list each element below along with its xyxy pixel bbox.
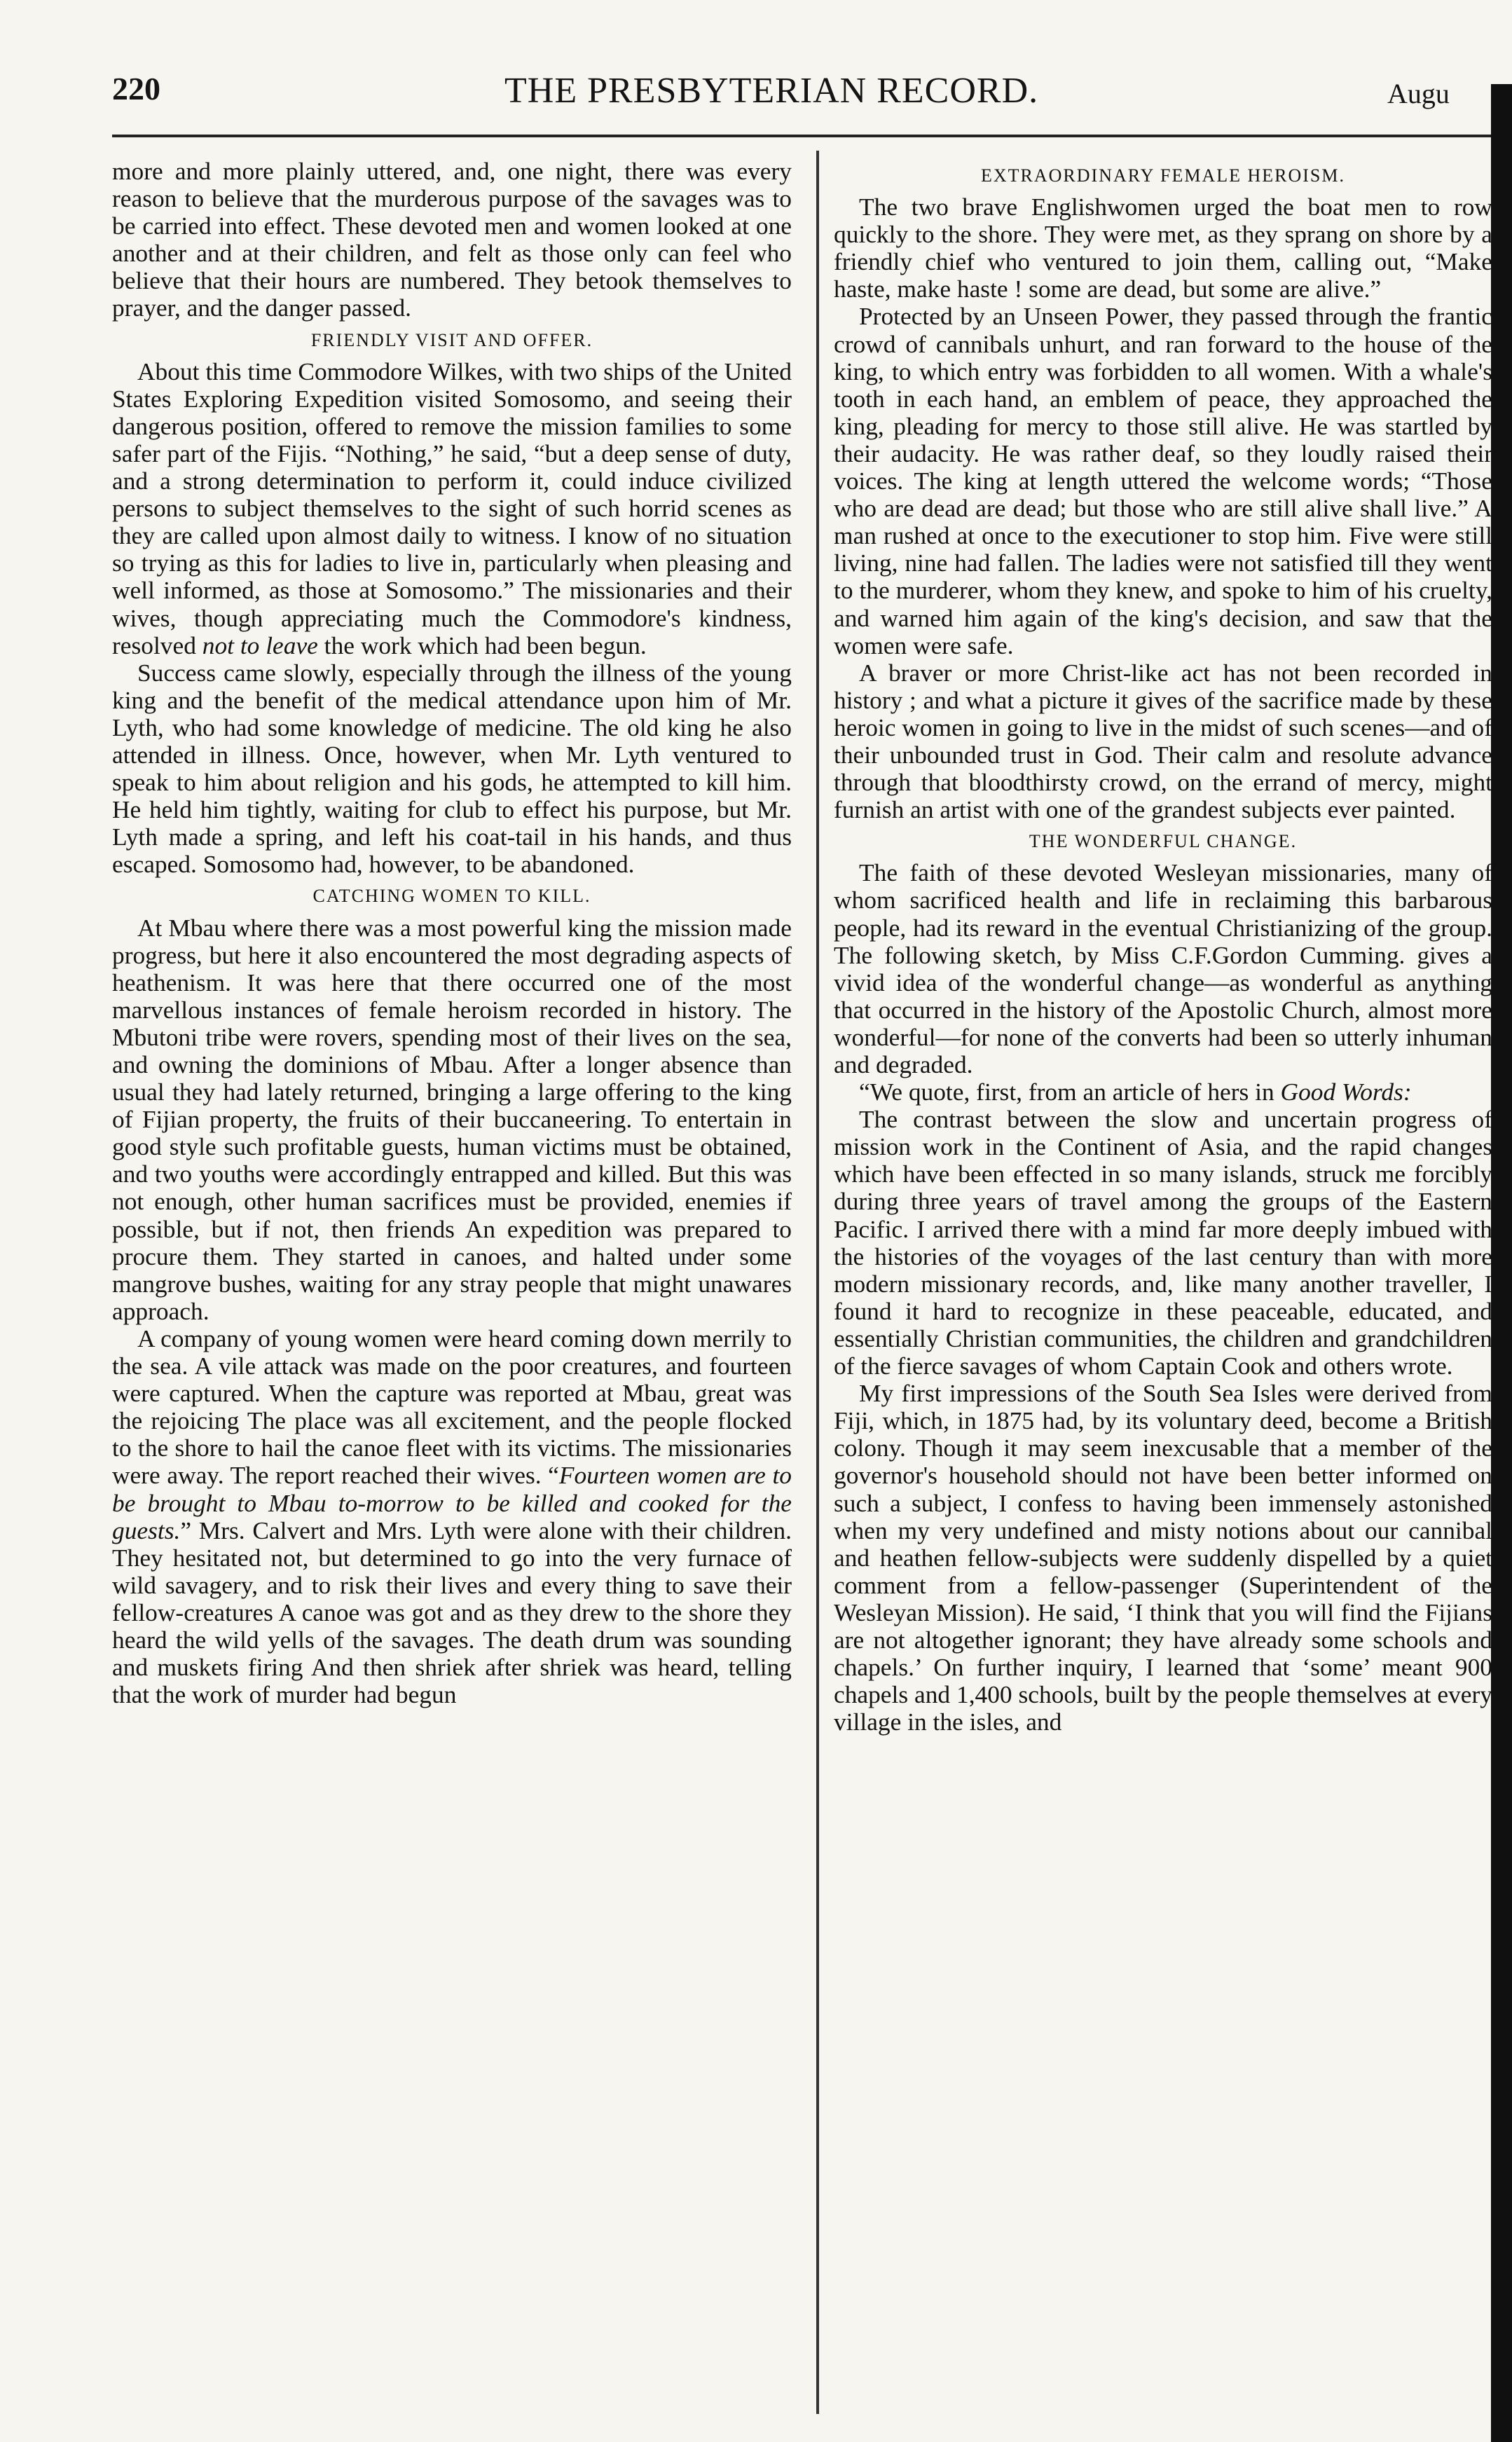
section-heading: THE WONDERFUL CHANGE. — [1029, 831, 1298, 852]
header-rule — [112, 135, 1512, 137]
page-edge-shadow — [1491, 84, 1512, 2442]
paragraph: Protected by an Unseen Power, they passed through the frantic crowd of cannibals unhurt, and ran forward to the house of the king, to which entry was forbidden to all women. With a whale's tooth in each hand, an emblem of peace, they approached the king, pleading for mercy to those still alive. He was startled by their audacity. He was rather deaf, so they loudly raised their voices. The king at length uttered the welcome words; “Those who are dead are dead; but those who are still alive shall live.” A man rushed at once to the executioner to stop him. Five were still living, nine had fallen. The ladies were not satisfied till they went to the murderer, whom they knew, and spoke to him of his cruelty, and warned him again of the king's decision, and saw that the women were safe. — [834, 302, 1492, 659]
section-heading: EXTRAORDINARY FEMALE HEROISM. — [981, 165, 1345, 186]
paragraph: At Mbau where there was a most powerful king the mission made progress, but here it also encountered the most degrading aspects of heathenism. It was here that there occurred one of the most marvellous instances of female heroism recorded in history. The Mbutoni tribe were rovers, spending most of their lives on the sea, and owning the dominions of Mbau. After a longer absence than usual they had lately returned, bringing a large offering to the king of Fijian property, the fruits of their buccaneering. To entertain in good style such profitable guests, human victims must be obtained, and two youths were accordingly entrapped and killed. But this was not enough, other human sacrifices must be provided, enemies if possible, but if not, then friends An expedition was prepared to procure them. They started in canoes, and halted under some mangrove bushes, waiting for any stray people that might unawares approach. — [112, 913, 792, 1325]
page-header — [112, 70, 1512, 126]
paragraph: Success came slowly, especially through the illness of the young king and the benefit of the medical attendance upon him of Mr. Lyth, who had some knowledge of medicine. The old king he also attended in illness. Once, however, when Mr. Lyth ventured to speak to him about religion and his gods, he attempted to kill him. He held him tightly, waiting for club to effect his purpose, but Mr. Lyth made a spring, and left his coat-tail in his hands, and thus escaped. Somosomo had, however, to be abandoned. — [112, 658, 792, 879]
emphasis: Fourteen women are to be brought to Mbau to-morrow to be killed and cooked for the guests. — [112, 1461, 792, 1544]
paragraph: The faith of these devoted Wesleyan missionaries, many of whom sacrificed health and life in reclaiming this barbarous people, had its reward in the eventual Christianizing of the group. The following sketch, by Miss C.F.Gordon Cumming. gives a vivid idea of the wonderful change—as wonderful as anything that occurred in the history of the Apostolic Church, almost more wonderful—for none of the converts had been so utterly inhuman and degraded. — [834, 858, 1492, 1078]
page-number: 220 — [112, 71, 160, 107]
emphasis: Good Words: — [1280, 1078, 1412, 1106]
left-column — [112, 158, 792, 1708]
paragraph: The contrast between the slow and uncertain progress of mission work in the Continent of Asia, and the rapid changes which have been effected in so many islands, struck me forcibly during three years of travel among the groups of the Eastern Pacific. I arrived there with a mind far more deeply imbued with the histories of the voyages of the last century than with more modern missionary records, and, like many another traveller, I found it hard to recognize in these peaceable, educated, and essentially Christian communities, the children and grandchildren of the fierce savages of whom Captain Cook and others wrote. — [834, 1105, 1492, 1380]
paragraph: About this time Commodore Wilkes, with two ships of the United States Exploring Expedition visited Somosomo, and seeing their dangerous position, offered to remove the mission families to some safer part of the Fijis. “Nothing,” he said, “but a deep sense of duty, and a strong determination to perform it, could induce civilized persons to subject themselves to the sight of such horrid scenes as they are called upon almost daily to witness. I know of no situation so trying as this for ladies to live in, particularly when pleasing and well informed, as those at Somosomo.” The missionaries and their wives, though appreciating much the Commodore's kindness, resolved not to leave the work which had been begun. — [112, 357, 792, 659]
section-heading: FRIENDLY VISIT AND OFFER. — [310, 329, 593, 350]
paragraph: A braver or more Christ-like act has not been recorded in history ; and what a picture it gives of the sacrifice made by these heroic women in going to live in the midst of such scenes—and of their unbounded trust in God. Their calm and resolute advance through that bloodthirsty crowd, on the errand of mercy, might furnish an artist with one of the grandest subjects ever painted. — [834, 658, 1492, 824]
running-title: THE PRESBYTERIAN RECORD. — [504, 71, 1039, 111]
running-month: Augu — [1387, 78, 1450, 109]
paragraph: A company of young women were heard coming down merrily to the sea. A vile attack was made on the poor creatures, and fourteen were captured. When the capture was reported at Mbau, great was the rejoicing The place was all excitement, and the people flocked to the shore to hail the canoe fleet with its victims. The missionaries were away. The report reached their wives. “Fourteen women are to be brought to Mbau to-morrow to be killed and cooked for the guests.” Mrs. Calvert and Mrs. Lyth were alone with their children. They hesitated not, but determined to go into the very furnace of wild savagery, and to risk their lives and every thing to save their fellow-creatures A canoe was got and as they drew to the shore they heard the wild yells of the savages. The death drum was sounding and muskets firing And then shriek after shriek was heard, telling that the work of murder had begun — [112, 1324, 792, 1709]
emphasis: not to leave — [202, 631, 318, 659]
paragraph: more and more plainly uttered, and, one night, there was every reason to believe that the murderous purpose of the savages was to be carried into effect. These devoted men and women looked at one another and at their children, and felt as those only can feel who believe that their hours are numbered. They betook themselves to prayer, and the danger passed. — [112, 157, 792, 322]
section-heading: CATCHING WOMEN TO KILL. — [312, 886, 591, 907]
paragraph: “We quote, first, from an article of hers in Good Words: — [859, 1078, 1412, 1106]
column-divider — [816, 151, 819, 2414]
paragraph: My first impressions of the South Sea Isles were derived from Fiji, which, in 1875 had, by its voluntary deed, become a British colony. Though it may seem inexcusable that a member of the governor's household should not have been better informed on such a subject, I confess to having been immensely astonished when my very undefined and misty notions about our cannibal and heathen fellow-subjects were suddenly dispelled by a quiet comment from a fellow-passenger (Superintendent of the Wesleyan Mission). He said, ‘I think that you will find the Fijians are not altogether ignorant; they have already some schools and chapels.’ On further inquiry, I learned that ‘some’ meant 900 chapels and 1,400 schools, built by the people themselves at every village in the isles, and — [834, 1379, 1492, 1736]
right-column — [834, 158, 1492, 1736]
paragraph: The two brave Englishwomen urged the boat men to row quickly to the shore. They were met, as they sprang on shore by a friendly chief who ventured to join them, calling out, “Make haste, make haste ! some are dead, but some are alive.” — [834, 193, 1492, 303]
